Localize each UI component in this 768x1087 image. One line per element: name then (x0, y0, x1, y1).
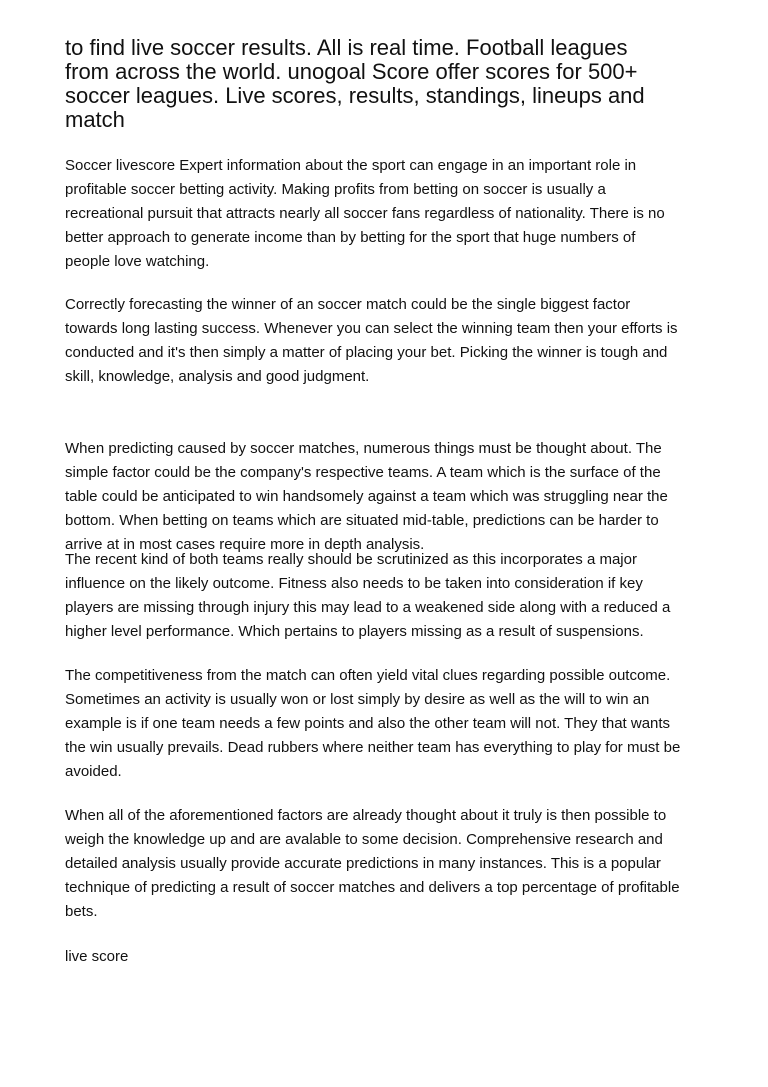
paragraph-forecasting: Correctly forecasting the winner of an soccer match could be the single biggest factor towards long lasting success. Whenever you can select the winning team then your efforts is conducted and it's then simply a matter of placing your bet. Picking the winner is tough and skill, knowledge, analysis and good judgment. (65, 296, 678, 385)
paragraph-intro: Soccer livescore Expert information about the sport can engage in an important role in profitable soccer betting activity. Making profits from betting on soccer is usually a recreational pursuit that attracts nearly all soccer fans regardless of nationality. There is no better approach to generate income than by betting for the sport that huge numbers of people love watching. (65, 157, 665, 270)
paragraph-competitiveness: The competitiveness from the match can often yield vital clues regarding possible outcome. Sometimes an activity is usually won or lost simply by desire as well as the will to win an example is if one team needs a few points and also the other team will not. They that wants the win usually prevails. Dead rubbers where neither team has everything to play for must be avoided. (65, 667, 681, 780)
paragraph-live-score: live score (65, 948, 129, 965)
paragraph-predicting: When predicting caused by soccer matches, numerous things must be thought about. The simple factor could be the company's respective teams. A team which is the surface of the table could be anticipated to win handsomely against a team which was struggling near the bottom. When betting on teams which are situated mid-table, predictions can be harder to arrive at in most cases require more in depth analysis. (65, 440, 668, 553)
paragraph-conclusion: When all of the aforementioned factors are already thought about it truly is then possible to weigh the knowledge up and are avalable to some decision. Comprehensive research and detailed analysis usually provide accurate predictions in many instances. This is a popular technique of predicting a result of soccer matches and delivers a top percentage of profitable bets. (65, 807, 680, 920)
page-title: to find live soccer results. All is real time. Football leagues from across the world. unogoal Score offer scores for 500+ soccer leagues. Live scores, results, standings, lineups and match (65, 35, 645, 132)
paragraph-recent-form: The recent kind of both teams really should be scrutinized as this incorporates a major influence on the likely outcome. Fitness also needs to be taken into consideration if key players are missing through injury this may lead to a weakened side along with a reduced a higher level performance. Which pertains to players missing as a result of suspensions. (65, 551, 671, 640)
